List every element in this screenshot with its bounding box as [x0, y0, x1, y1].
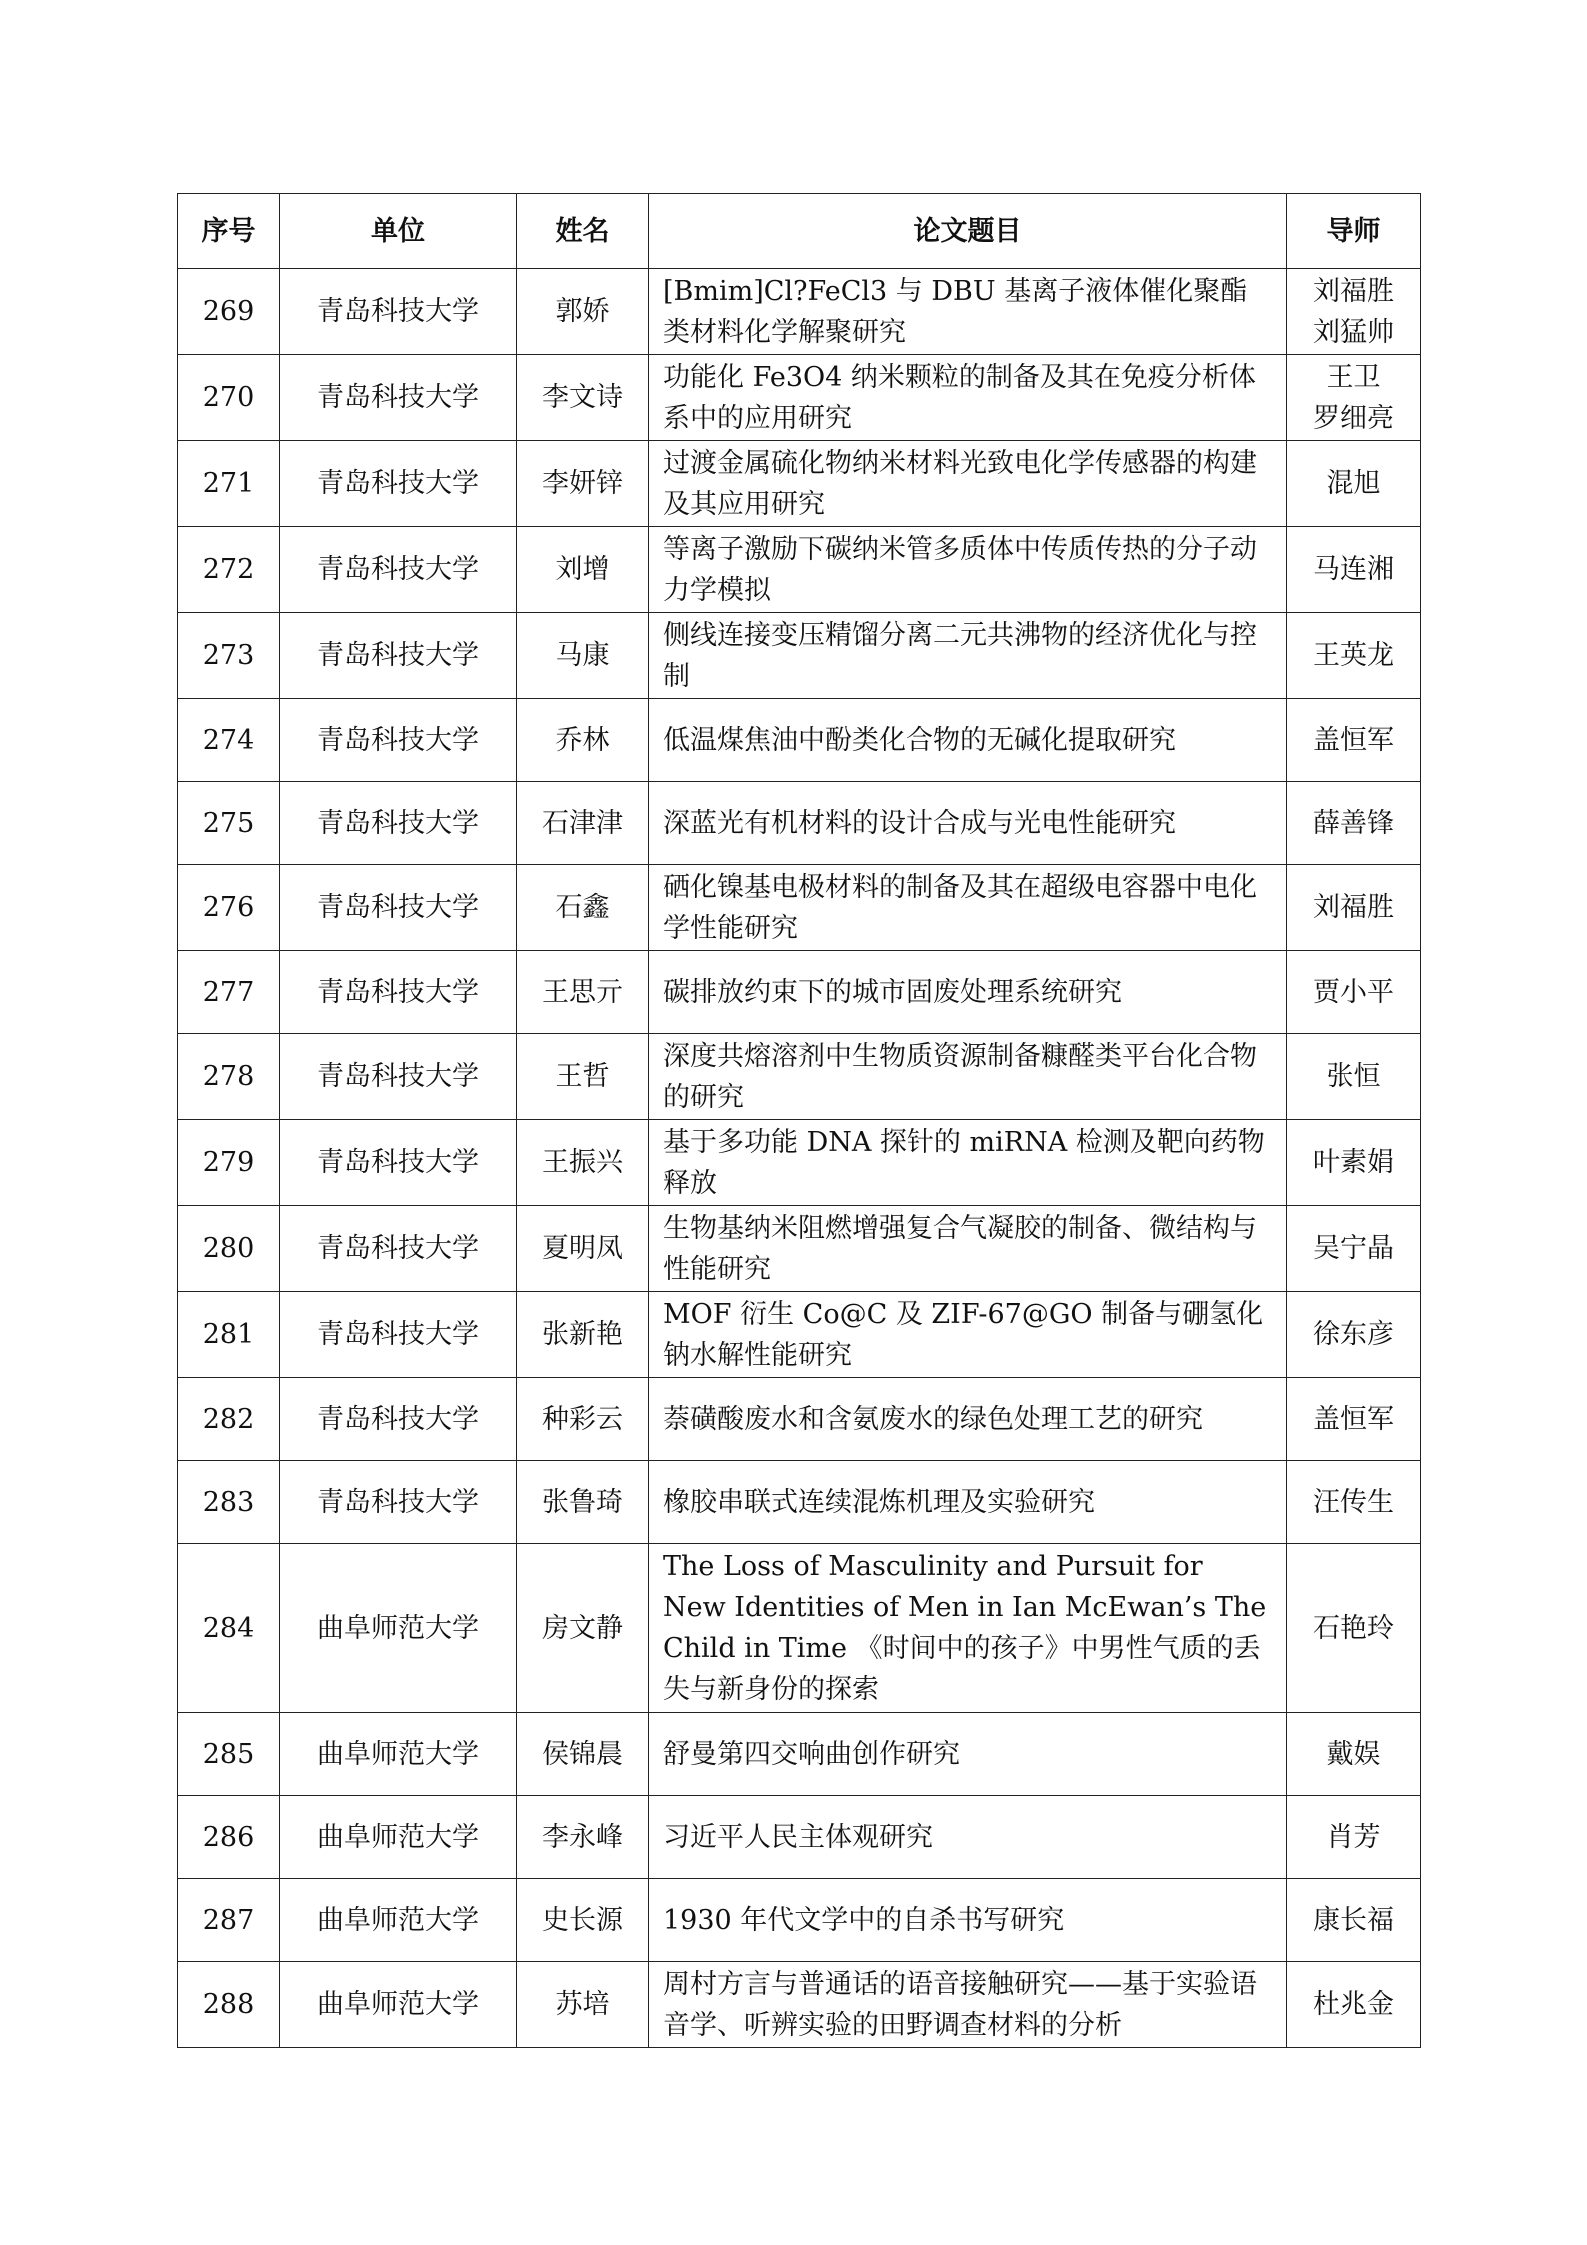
cell-title: 侧线连接变压精馏分离二元共沸物的经济优化与控制 — [649, 613, 1287, 699]
cell-title: 低温煤焦油中酚类化合物的无碱化提取研究 — [649, 699, 1287, 782]
cell-seq: 281 — [178, 1292, 280, 1378]
cell-name: 张新艳 — [517, 1292, 649, 1378]
cell-seq: 288 — [178, 1962, 280, 2048]
table-row — [178, 613, 1421, 699]
cell-unit: 青岛科技大学 — [280, 355, 517, 441]
advisor-name: 刘福胜 — [1313, 892, 1394, 923]
cell-seq: 275 — [178, 782, 280, 865]
cell-unit: 青岛科技大学 — [280, 782, 517, 865]
cell-advisor — [1287, 1120, 1421, 1206]
cell-unit: 青岛科技大学 — [280, 269, 517, 355]
cell-title: 等离子激励下碳纳米管多质体中传质传热的分子动力学模拟 — [649, 527, 1287, 613]
advisor-name: 戴娱 — [1326, 1738, 1381, 1770]
table-body — [178, 269, 1421, 2048]
table-row — [178, 1378, 1421, 1461]
table-row — [178, 441, 1421, 527]
cell-unit: 青岛科技大学 — [280, 951, 517, 1034]
cell-seq: 270 — [178, 355, 280, 441]
table-row — [178, 1461, 1421, 1544]
cell-advisor — [1287, 1206, 1421, 1292]
cell-seq: 286 — [178, 1796, 280, 1879]
cell-advisor — [1287, 782, 1421, 865]
thesis-table — [177, 193, 1421, 2048]
advisor-name: 杜兆金 — [1313, 1989, 1394, 2020]
cell-advisor — [1287, 1796, 1421, 1879]
header-unit: 单位 — [280, 194, 517, 269]
advisor-name: 薛善锋 — [1313, 807, 1394, 839]
cell-seq: 276 — [178, 865, 280, 951]
table-row — [178, 1713, 1421, 1796]
table-row — [178, 1796, 1421, 1879]
table-row — [178, 1120, 1421, 1206]
cell-advisor — [1287, 1544, 1421, 1713]
thesis-table-container — [177, 193, 1420, 2048]
advisor-name: 王英龙 — [1313, 640, 1394, 671]
cell-title: The Loss of Masculinity and Pursuit for New Identities of Men in Ian McEwan’s The Child in Time 《时间中的孩子》中男性气质的丢失与新身份的探索 — [649, 1544, 1287, 1713]
cell-seq: 280 — [178, 1206, 280, 1292]
cell-title: 基于多功能 DNA 探针的 miRNA 检测及靶向药物释放 — [649, 1120, 1287, 1206]
cell-name: 石鑫 — [517, 865, 649, 951]
cell-advisor — [1287, 269, 1421, 355]
table-row — [178, 1544, 1421, 1713]
cell-name: 房文静 — [517, 1544, 649, 1713]
cell-unit: 曲阜师范大学 — [280, 1879, 517, 1962]
table-row — [178, 1879, 1421, 1962]
advisor-name: 汪传生 — [1313, 1486, 1394, 1518]
advisor-name: 张恒 — [1326, 1061, 1381, 1092]
cell-name: 石津津 — [517, 782, 649, 865]
cell-title: 生物基纳米阻燃增强复合气凝胶的制备、微结构与性能研究 — [649, 1206, 1287, 1292]
cell-name: 王振兴 — [517, 1120, 649, 1206]
advisor-name: 徐东彦 — [1313, 1319, 1394, 1350]
table-row — [178, 1962, 1421, 2048]
table-row — [178, 782, 1421, 865]
cell-advisor — [1287, 527, 1421, 613]
cell-name: 张鲁琦 — [517, 1461, 649, 1544]
cell-unit: 曲阜师范大学 — [280, 1544, 517, 1713]
cell-name: 马康 — [517, 613, 649, 699]
cell-advisor — [1287, 1879, 1421, 1962]
cell-name: 李妍锌 — [517, 441, 649, 527]
header-row — [178, 194, 1421, 269]
cell-title: 1930 年代文学中的自杀书写研究 — [649, 1879, 1287, 1962]
cell-advisor — [1287, 1461, 1421, 1544]
cell-seq: 279 — [178, 1120, 280, 1206]
cell-advisor — [1287, 613, 1421, 699]
cell-title: 舒曼第四交响曲创作研究 — [649, 1713, 1287, 1796]
cell-seq: 278 — [178, 1034, 280, 1120]
header-seq: 序号 — [178, 194, 280, 269]
cell-title: MOF 衍生 Co@C 及 ZIF-67@GO 制备与硼氢化钠水解性能研究 — [649, 1292, 1287, 1378]
cell-name: 刘增 — [517, 527, 649, 613]
table-row — [178, 699, 1421, 782]
cell-advisor — [1287, 1378, 1421, 1461]
cell-unit: 青岛科技大学 — [280, 1378, 517, 1461]
cell-unit: 青岛科技大学 — [280, 527, 517, 613]
cell-unit: 青岛科技大学 — [280, 699, 517, 782]
cell-seq: 272 — [178, 527, 280, 613]
table-row — [178, 269, 1421, 355]
table-row — [178, 527, 1421, 613]
advisor-name: 王卫 — [1326, 361, 1381, 393]
cell-name: 王思亓 — [517, 951, 649, 1034]
cell-seq: 287 — [178, 1879, 280, 1962]
cell-unit: 青岛科技大学 — [280, 441, 517, 527]
cell-title: 深度共熔溶剂中生物质资源制备糠醛类平台化合物的研究 — [649, 1034, 1287, 1120]
cell-unit: 曲阜师范大学 — [280, 1962, 517, 2048]
advisor-name: 马连湘 — [1313, 554, 1394, 585]
advisor-name: 盖恒军 — [1313, 1403, 1394, 1435]
cell-advisor — [1287, 1292, 1421, 1378]
cell-name: 李永峰 — [517, 1796, 649, 1879]
cell-unit: 曲阜师范大学 — [280, 1796, 517, 1879]
advisor-name: 盖恒军 — [1313, 724, 1394, 756]
cell-name: 王哲 — [517, 1034, 649, 1120]
cell-name: 夏明凤 — [517, 1206, 649, 1292]
header-advisor: 导师 — [1287, 194, 1421, 269]
cell-unit: 青岛科技大学 — [280, 1461, 517, 1544]
cell-unit: 青岛科技大学 — [280, 865, 517, 951]
cell-unit: 青岛科技大学 — [280, 1206, 517, 1292]
advisor-name: 吴宁晶 — [1313, 1233, 1394, 1264]
header-name: 姓名 — [517, 194, 649, 269]
cell-title: 萘磺酸废水和含氨废水的绿色处理工艺的研究 — [649, 1378, 1287, 1461]
cell-seq: 283 — [178, 1461, 280, 1544]
advisor-name: 贾小平 — [1313, 976, 1394, 1008]
advisor-name: 罗细亮 — [1313, 402, 1394, 434]
cell-seq: 284 — [178, 1544, 280, 1713]
cell-seq: 277 — [178, 951, 280, 1034]
cell-advisor — [1287, 865, 1421, 951]
cell-unit: 青岛科技大学 — [280, 1120, 517, 1206]
table-row — [178, 1206, 1421, 1292]
cell-seq: 274 — [178, 699, 280, 782]
table-row — [178, 865, 1421, 951]
cell-title: 硒化镍基电极材料的制备及其在超级电容器中电化学性能研究 — [649, 865, 1287, 951]
cell-name: 史长源 — [517, 1879, 649, 1962]
advisor-name: 刘猛帅 — [1313, 316, 1394, 348]
cell-unit: 青岛科技大学 — [280, 1034, 517, 1120]
cell-name: 李文诗 — [517, 355, 649, 441]
cell-unit: 青岛科技大学 — [280, 613, 517, 699]
cell-title: 深蓝光有机材料的设计合成与光电性能研究 — [649, 782, 1287, 865]
cell-seq: 282 — [178, 1378, 280, 1461]
cell-name: 侯锦晨 — [517, 1713, 649, 1796]
header-title: 论文题目 — [649, 194, 1287, 269]
advisor-name: 肖芳 — [1326, 1821, 1381, 1853]
advisor-name: 刘福胜 — [1313, 275, 1394, 307]
advisor-name: 石艳玲 — [1313, 1612, 1394, 1644]
cell-name: 苏培 — [517, 1962, 649, 2048]
cell-name: 郭娇 — [517, 269, 649, 355]
cell-advisor — [1287, 1962, 1421, 2048]
table-row — [178, 355, 1421, 441]
cell-title: 过渡金属硫化物纳米材料光致电化学传感器的构建及其应用研究 — [649, 441, 1287, 527]
table-row — [178, 1292, 1421, 1378]
cell-seq: 285 — [178, 1713, 280, 1796]
cell-advisor — [1287, 699, 1421, 782]
cell-advisor — [1287, 441, 1421, 527]
cell-title: 功能化 Fe3O4 纳米颗粒的制备及其在免疫分析体系中的应用研究 — [649, 355, 1287, 441]
cell-advisor — [1287, 355, 1421, 441]
cell-title: 碳排放约束下的城市固废处理系统研究 — [649, 951, 1287, 1034]
table-row — [178, 1034, 1421, 1120]
cell-seq: 273 — [178, 613, 280, 699]
advisor-name: 混旭 — [1326, 468, 1381, 499]
cell-title: [Bmim]Cl?FeCl3 与 DBU 基离子液体催化聚酯类材料化学解聚研究 — [649, 269, 1287, 355]
advisor-name: 叶素娟 — [1313, 1147, 1394, 1178]
cell-name: 种彩云 — [517, 1378, 649, 1461]
cell-advisor — [1287, 951, 1421, 1034]
cell-advisor — [1287, 1034, 1421, 1120]
advisor-name: 康长福 — [1313, 1904, 1394, 1936]
cell-title: 周村方言与普通话的语音接触研究——基于实验语音学、听辨实验的田野调查材料的分析 — [649, 1962, 1287, 2048]
cell-advisor — [1287, 1713, 1421, 1796]
cell-unit: 曲阜师范大学 — [280, 1713, 517, 1796]
cell-seq: 269 — [178, 269, 280, 355]
cell-name: 乔林 — [517, 699, 649, 782]
cell-title: 习近平人民主体观研究 — [649, 1796, 1287, 1879]
cell-title: 橡胶串联式连续混炼机理及实验研究 — [649, 1461, 1287, 1544]
cell-unit: 青岛科技大学 — [280, 1292, 517, 1378]
table-row — [178, 951, 1421, 1034]
cell-seq: 271 — [178, 441, 280, 527]
